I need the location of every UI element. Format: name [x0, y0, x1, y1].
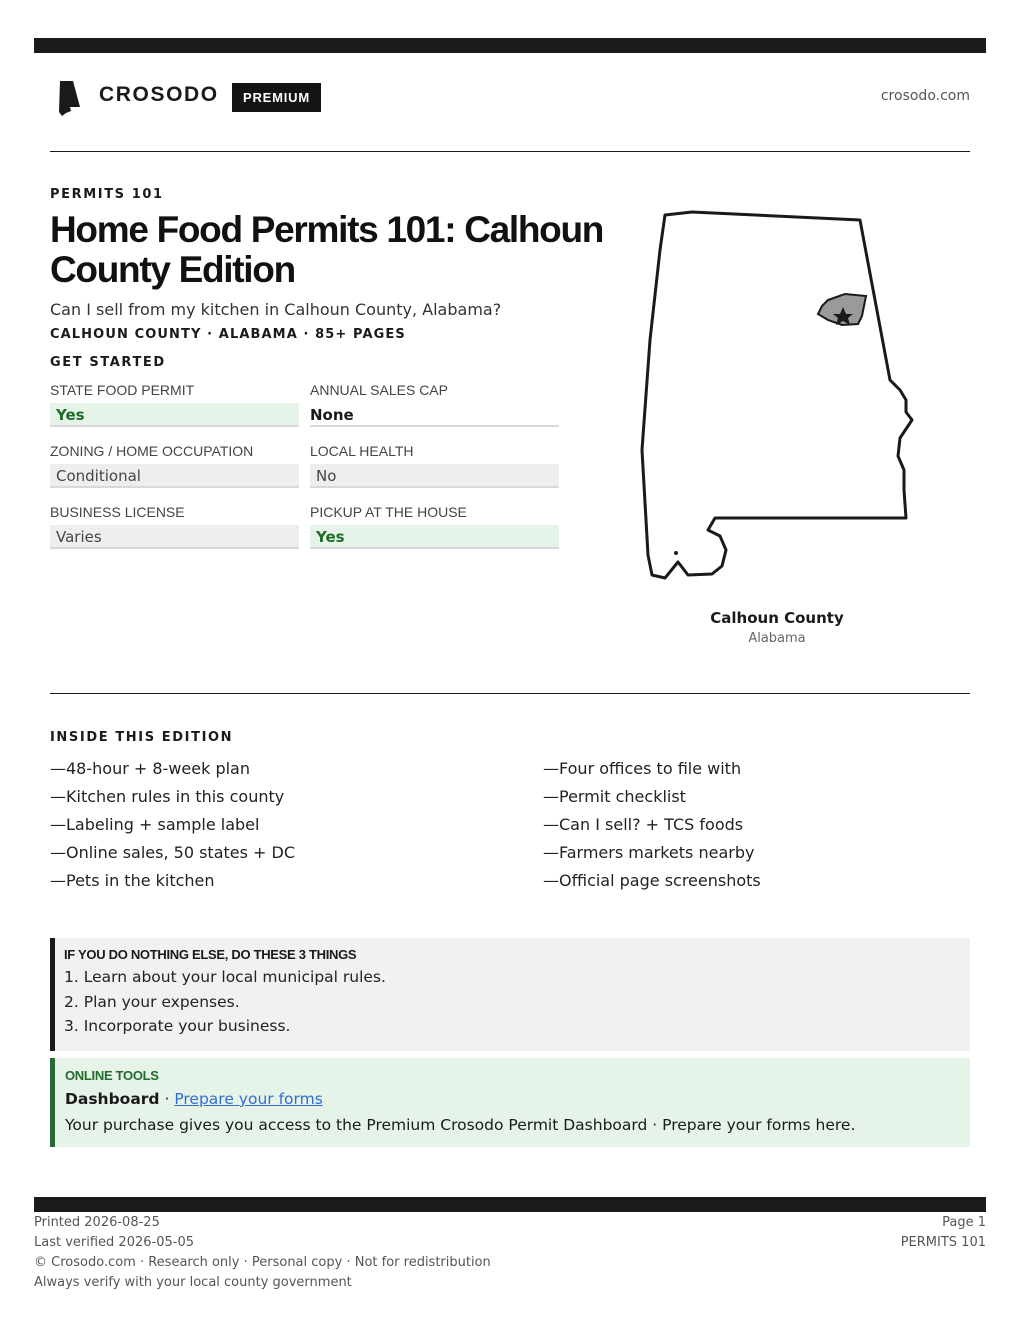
priority-callout [50, 938, 970, 1051]
subtitle: Can I sell from my kitchen in Calhoun County, Alabama? [50, 300, 502, 319]
fact-label: BUSINESS LICENSE [50, 504, 185, 520]
fact-business-license [50, 504, 299, 565]
tools-description: Your purchase gives you access to the Premium Crosodo Permit Dashboard · Prepare your forms here. [65, 1116, 856, 1134]
list-item: —Can I sell? + TCS foods [543, 815, 744, 834]
list-item: —Four offices to file with [543, 759, 742, 778]
alabama-silhouette-icon [58, 80, 82, 116]
disclaimer: Always verify with your local county government [34, 1275, 352, 1290]
callout-item: 3. Incorporate your business. [64, 1017, 291, 1035]
fact-label: PICKUP AT THE HOUSE [310, 504, 467, 520]
list-item: —48-hour + 8-week plan [50, 759, 250, 778]
fact-label: LOCAL HEALTH [310, 443, 414, 459]
kicker: PERMITS 101 [50, 187, 164, 202]
meta-line: CALHOUN COUNTY · ALABAMA · 85+ PAGES [50, 327, 406, 342]
prepare-forms-link[interactable]: Prepare your forms [174, 1090, 323, 1108]
fact-pickup-at-house [310, 504, 559, 565]
bottom-bar [34, 1197, 986, 1212]
top-bar [34, 38, 986, 53]
fact-value: None [310, 403, 559, 427]
list-item: —Kitchen rules in this county [50, 787, 285, 806]
header-divider [50, 151, 970, 152]
fact-state-food-permit [50, 382, 299, 443]
section-divider [50, 693, 970, 694]
site-url[interactable]: crosodo.com [880, 88, 970, 104]
list-item: —Permit checklist [543, 787, 686, 806]
fact-annual-sales-cap [310, 382, 559, 443]
facts-grid [50, 382, 559, 565]
page-title: Home Food Permits 101: Calhoun County Edition [50, 209, 604, 290]
footer-section: PERMITS 101 [900, 1235, 986, 1250]
alabama-outline [642, 212, 912, 578]
list-item: —Farmers markets nearby [543, 843, 755, 862]
fact-value: Conditional [50, 464, 299, 488]
fact-label: ANNUAL SALES CAP [310, 382, 448, 398]
map-state-name: Alabama [748, 631, 806, 646]
list-item: —Online sales, 50 states + DC [50, 843, 296, 862]
map-caption [627, 609, 927, 646]
fact-value: Yes [310, 525, 559, 549]
state-map [630, 205, 930, 590]
list-item: —Pets in the kitchen [50, 871, 215, 890]
brand-name[interactable]: CROSODO [99, 83, 219, 106]
footer-right [901, 1213, 986, 1253]
header [50, 78, 970, 118]
section-heading-get-started: GET STARTED [50, 355, 166, 370]
tools-link-line [65, 1090, 970, 1116]
printed-date: Printed 2026-08-25 [34, 1215, 160, 1230]
map-county-name: Calhoun County [710, 609, 844, 627]
online-tools-panel [50, 1058, 970, 1147]
list-item: —Labeling + sample label [50, 815, 260, 834]
copyright: © Crosodo.com · Research only · Personal copy · Not for redistribution [34, 1255, 491, 1270]
callout-title: IF YOU DO NOTHING ELSE, DO THESE 3 THINGS [64, 947, 357, 962]
separator: · [159, 1090, 175, 1108]
fact-value: Varies [50, 525, 299, 549]
footer-left [34, 1213, 491, 1293]
fact-value: Yes [50, 403, 299, 427]
fact-label: STATE FOOD PERMIT [50, 382, 195, 398]
premium-badge: PREMIUM [232, 83, 321, 112]
page-number: Page 1 [942, 1215, 986, 1230]
toc-left-column [50, 759, 470, 899]
alabama-map [630, 205, 930, 590]
dashboard-label: Dashboard [65, 1090, 160, 1108]
verified-date: Last verified 2026-05-05 [34, 1235, 194, 1250]
list-item: —Official page screenshots [543, 871, 761, 890]
fact-label: ZONING / HOME OCCUPATION [50, 443, 254, 459]
fact-zoning [50, 443, 299, 504]
tools-title: ONLINE TOOLS [65, 1068, 159, 1083]
fact-value: No [310, 464, 559, 488]
fact-local-health [310, 443, 559, 504]
callout-item: 1. Learn about your local municipal rules. [64, 968, 386, 986]
section-heading-inside: INSIDE THIS EDITION [50, 730, 234, 745]
toc-right-column [543, 759, 963, 899]
callout-item: 2. Plan your expenses. [64, 992, 240, 1011]
